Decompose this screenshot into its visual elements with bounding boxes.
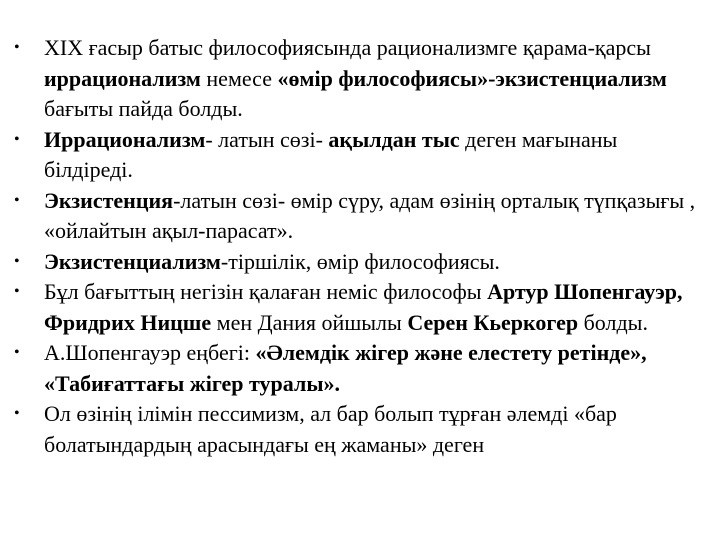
bullet-item-7 bbox=[14, 399, 704, 460]
bullet-text-7: Ол өзінің ілімін пессимизм, ал бар болып тұрған әлемді «бар болатындардың арасындағы ең жаманы» деген bbox=[44, 401, 617, 457]
bullet-dot-icon bbox=[14, 125, 44, 156]
bullet-text-6: А.Шопенгауэр еңбегі: «Әлемдік жігер және елестету ретінде», «Табиғаттағы жігер туралы». bbox=[44, 340, 647, 396]
bullet-dot-icon bbox=[14, 186, 44, 217]
bullet-dot-icon bbox=[14, 247, 44, 278]
bullet-text-1: XIX ғасыр батыс философиясында рационализмге қарама-қарсы иррационализм немесе «өмір философиясы»-экзистенциализм бағыты пайда болды. bbox=[44, 35, 667, 121]
bullet-text-4: Экзистенциализм-тіршілік, өмір философиясы. bbox=[44, 248, 500, 274]
bullet-dot-icon bbox=[14, 33, 44, 64]
bullet-item-2 bbox=[14, 125, 704, 186]
bullet-item-6 bbox=[14, 338, 704, 399]
bullet-item-3 bbox=[14, 186, 704, 247]
bullet-text-2: Иррационализм- латын сөзі- ақылдан тыс деген мағынаны білдіреді. bbox=[44, 126, 618, 182]
bullet-item-1 bbox=[14, 33, 704, 125]
bullet-dot-icon bbox=[14, 399, 44, 430]
bullet-item-5 bbox=[14, 277, 704, 338]
bullet-dot-icon bbox=[14, 277, 44, 308]
bullet-item-4 bbox=[14, 247, 704, 278]
bullet-text-5: Бұл бағыттың негізін қалаған неміс философы Артур Шопенгауэр, Фридрих Ницше мен Дания ойшылы Серен Кьеркогер болды. bbox=[44, 279, 683, 335]
bullet-text-3: Экзистенция-латын сөзі- өмір сүру, адам өзінің орталық түпқазығы , «ойлайтын ақыл-парасат». bbox=[44, 187, 696, 243]
bullet-dot-icon bbox=[14, 338, 44, 369]
bullet-list bbox=[14, 33, 704, 460]
